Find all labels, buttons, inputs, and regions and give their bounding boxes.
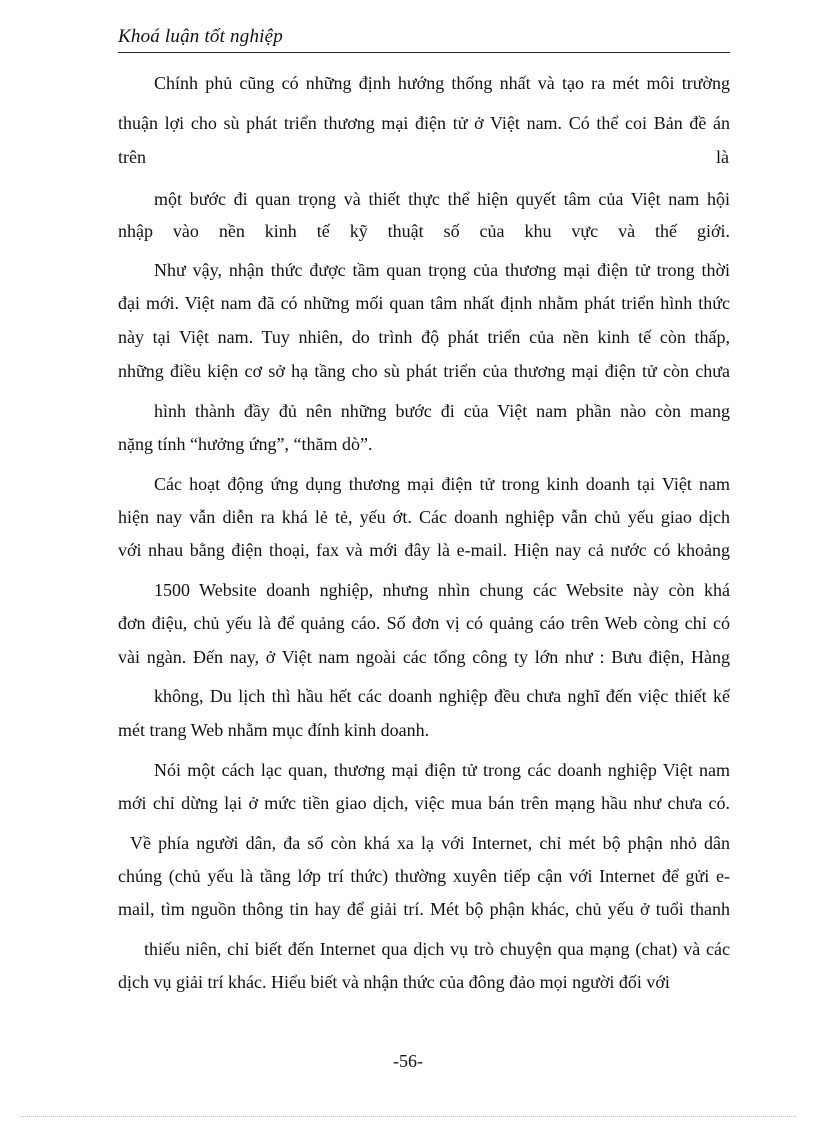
text-line: hiện nay vẫn diễn ra khá lẻ tẻ, yếu ớt. Các doanh nghiệp vẫn chủ yếu giao dịch — [118, 507, 730, 527]
text-line: đại mới. Việt nam đã có những mối quan tâm nhất định nhằm phát triển hình thức — [118, 293, 730, 313]
text-line: những điều kiện cơ sở hạ tầng cho sù phát triển của thương mại điện tử còn chưa — [118, 361, 730, 381]
page-header — [118, 22, 730, 53]
text-line: một bước đi quan trọng và thiết thực thể hiện quyết tâm của Việt nam hội — [154, 189, 730, 209]
text-line: trên — [118, 147, 146, 167]
page-number: -56- — [393, 1051, 423, 1071]
text-line: mét trang Web nhằm mục đính kinh doanh. — [118, 720, 430, 740]
text-line: không, Du lịch thì hầu hết các doanh nghiệp đều chưa nghĩ đến việc thiết kế — [154, 686, 730, 706]
text-line: Chính phủ cũng có những định hướng thống nhất và tạo ra mét môi trường — [154, 73, 730, 93]
text-line: nhập vào nền kinh tế kỹ thuật số của khu vực và thế giới. — [118, 221, 730, 241]
text-line: Như vậy, nhận thức được tầm quan trọng của thương mại điện tử trong thời — [154, 260, 730, 280]
text-line: thiếu niên, chỉ biết đến Internet qua dịch vụ trò chuyện qua mạng (chat) và các — [144, 939, 730, 959]
text-line: mail, tìm nguồn thông tin hay để giải trí. Mét bộ phận khác, chủ yếu ở tuổi thanh — [118, 899, 730, 919]
text-line: Về phía người dân, đa số còn khá xa lạ với Internet, chỉ mét bộ phận nhỏ dân — [130, 833, 730, 853]
text-line: dịch vụ giải trí khác. Hiểu biết và nhận thức của đông đảo mọi người đối với — [118, 972, 670, 992]
page-edge-divider — [20, 1116, 796, 1117]
text-line: vài ngàn. Đến nay, ở Việt nam ngoài các tổng công ty lớn như : Bưu điện, Hàng — [118, 647, 730, 667]
header-title: Khoá luận tốt nghiệp — [118, 26, 283, 47]
text-line: thuận lợi cho sù phát triển thương mại điện tử ở Việt nam. Có thể coi Bản đề án — [118, 113, 730, 133]
text-line: 1500 Website doanh nghiệp, nhưng nhìn chung các Website này còn khá — [154, 580, 730, 600]
text-line: hình thành đầy đủ nên những bước đi của Việt nam phần nào còn mang — [154, 401, 730, 421]
text-line: Nói một cách lạc quan, thương mại điện tử trong các doanh nghiệp Việt nam — [154, 760, 730, 780]
text-line: nặng tính “hưởng ứng”, “thăm dò”. — [118, 434, 373, 454]
text-line: đơn điệu, chủ yếu là để quảng cáo. Số đơn vị có quảng cáo trên Web còng chỉ có — [118, 613, 730, 633]
text-line: này tại Việt nam. Tuy nhiên, do trình độ phát triển của nền kinh tế còn thấp, — [118, 327, 730, 347]
text-line: mới chỉ dừng lại ở mức tiền giao dịch, việc mua bán trên mạng hầu như chưa có. — [118, 793, 730, 813]
text-line: là — [716, 147, 729, 167]
text-line: Các hoạt động ứng dụng thương mại điện tử trong kinh doanh tại Việt nam — [154, 474, 730, 494]
text-line: chúng (chủ yếu là tầng lớp trí thức) thường xuyên tiếp cận với Internet để gửi e- — [118, 866, 730, 886]
text-line: với nhau bằng điện thoại, fax và mới đây là e-mail. Hiện nay cả nước có khoảng — [118, 540, 730, 560]
